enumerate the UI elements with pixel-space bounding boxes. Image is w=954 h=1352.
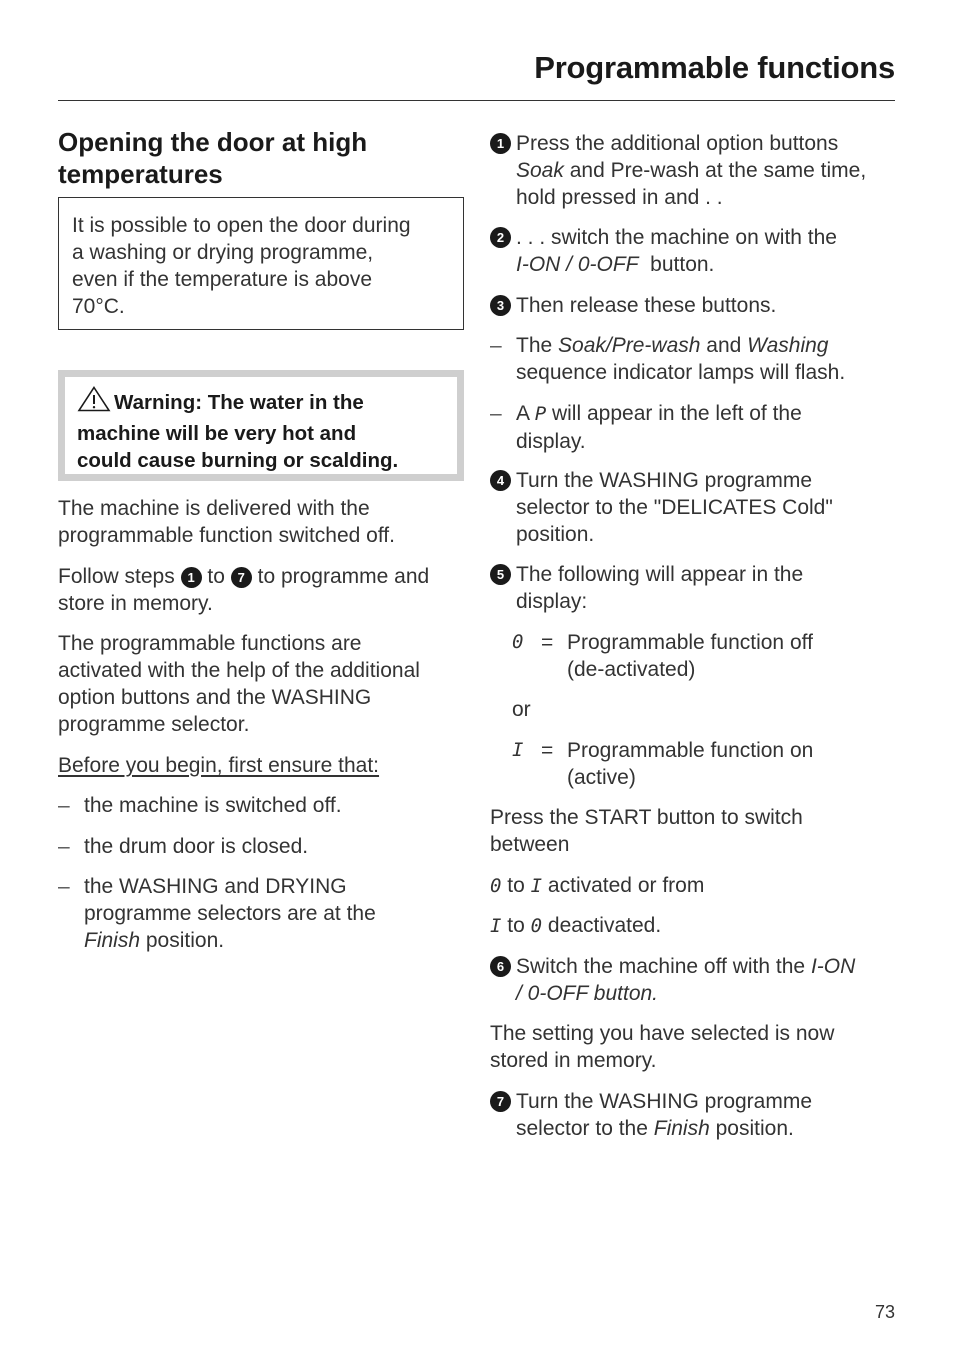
step-5-badge: 5 xyxy=(490,564,511,585)
display-symbol: 0 xyxy=(512,631,524,653)
display-symbol: I xyxy=(490,915,502,937)
text-span: selector to the xyxy=(516,1117,654,1140)
text-span: activated or from xyxy=(542,874,705,897)
text-line: Turn the WASHING programme xyxy=(516,469,813,492)
italic-term: Washing xyxy=(747,334,829,357)
text-line: Programmable function off xyxy=(567,631,813,654)
step-1-badge: 1 xyxy=(181,567,202,588)
page-number: 73 xyxy=(874,1302,895,1322)
warning-line: Warning: The water in the xyxy=(114,391,364,414)
checklist-item xyxy=(58,792,464,819)
text-line: programme selector. xyxy=(58,713,250,736)
section-heading xyxy=(58,126,464,190)
paragraph-activation xyxy=(58,630,420,738)
text-span: Follow steps xyxy=(58,565,175,588)
step-4-badge: 4 xyxy=(490,470,511,491)
display-symbol: 0 xyxy=(490,875,502,897)
paragraph-follow-steps xyxy=(58,563,429,617)
text-line: activated with the help of the additional xyxy=(58,659,420,682)
text-line: Turn the WASHING programme xyxy=(516,1090,813,1113)
text-line: between xyxy=(490,833,570,856)
display-symbol: I xyxy=(512,739,524,761)
warning-triangle-icon xyxy=(77,386,111,420)
info-box xyxy=(58,197,464,330)
text-line: The machine is delivered with the xyxy=(58,497,370,520)
display-off-row xyxy=(512,629,892,683)
text-line: display. xyxy=(516,430,586,453)
step-3 xyxy=(490,292,896,319)
dash-bullet: – xyxy=(58,875,70,898)
warning-text xyxy=(65,377,457,474)
italic-term: I-ON / 0-OFF xyxy=(516,253,639,276)
step-7 xyxy=(490,1088,896,1142)
dash-bullet: – xyxy=(58,835,70,858)
or-text: or xyxy=(512,698,531,721)
paragraph-delivered xyxy=(58,495,395,549)
text-line: display: xyxy=(516,590,588,613)
step-7-badge: 7 xyxy=(231,567,252,588)
text-line: Then release these buttons. xyxy=(516,294,777,317)
text-line: Press the START button to switch xyxy=(490,806,803,829)
paragraph-stored xyxy=(490,1020,834,1074)
info-line: 70°C. xyxy=(72,295,125,318)
page-title: Programmable functions xyxy=(534,50,895,85)
text-span: The xyxy=(516,334,559,357)
info-line: It is possible to open the door during xyxy=(72,214,411,237)
text-span: deactivated. xyxy=(542,914,662,937)
title-rule xyxy=(58,100,895,101)
text-span: to xyxy=(207,565,225,588)
text-span: to xyxy=(501,914,531,937)
checklist-item xyxy=(58,833,464,860)
text-span: button. xyxy=(638,253,715,276)
dash-item-lamps xyxy=(490,332,896,386)
text-span: and Pre-wash at the same time, xyxy=(563,159,867,182)
text-span: to programme and xyxy=(257,565,430,588)
text-line: the WASHING and DRYING xyxy=(84,875,347,898)
equals-sign: = xyxy=(541,631,554,654)
display-symbol: 0 xyxy=(530,915,543,937)
italic-term: I-ON xyxy=(810,955,856,978)
heading-line: Opening the door at high xyxy=(58,127,368,157)
dash-item-display xyxy=(490,400,896,455)
text-line: option buttons and the WASHING xyxy=(58,686,372,709)
text-line: hold pressed in and . . xyxy=(516,186,723,209)
step-7-badge: 7 xyxy=(490,1091,511,1112)
equals-sign: = xyxy=(541,739,554,762)
dash-bullet: – xyxy=(490,334,502,357)
warning-line: machine will be very hot and xyxy=(77,421,357,445)
text-span: position. xyxy=(140,929,225,952)
italic-term: Finish xyxy=(653,1117,710,1140)
text-line: The setting you have selected is now xyxy=(490,1022,835,1045)
warning-line: could cause burning or scalding. xyxy=(77,449,399,472)
info-line: even if the temperature is above xyxy=(72,268,373,291)
step-1 xyxy=(490,130,896,211)
text-span: position. xyxy=(709,1117,794,1140)
step-2-badge: 2 xyxy=(490,227,511,248)
text-span: A xyxy=(516,402,535,425)
text-line: programmable function switched off. xyxy=(58,524,395,547)
text-line: . . . switch the machine on with the xyxy=(516,226,837,249)
step-3-badge: 3 xyxy=(490,295,511,316)
step-6 xyxy=(490,953,896,1007)
text-line: Press the additional option buttons xyxy=(516,132,839,155)
warning-box xyxy=(58,370,464,481)
display-on-row xyxy=(512,737,892,791)
step-6-badge: 6 xyxy=(490,956,511,977)
text-line: (active) xyxy=(567,766,636,789)
text-line: / 0-OFF button. xyxy=(516,982,659,1005)
text-line: position. xyxy=(516,523,595,546)
text-line: store in memory. xyxy=(58,592,213,615)
text-line: selector to the "DELICATES Cold" xyxy=(516,496,833,519)
text-line: the drum door is closed. xyxy=(84,835,309,858)
text-line: programme selectors are at the xyxy=(84,902,376,925)
display-symbol: P xyxy=(534,403,547,425)
text-span: Switch the machine off with the xyxy=(516,955,811,978)
dash-bullet: – xyxy=(58,794,70,817)
heading-line: temperatures xyxy=(58,159,223,189)
text-line: (de-activated) xyxy=(567,658,696,681)
text-span: will appear in the left of the xyxy=(546,402,802,425)
step-2 xyxy=(490,224,896,278)
dash-bullet: – xyxy=(490,402,502,425)
text-span: to xyxy=(501,874,531,897)
step-4 xyxy=(490,467,896,548)
info-line: a washing or drying programme, xyxy=(72,241,374,264)
display-symbol: I xyxy=(530,875,543,897)
text-span: and xyxy=(700,334,748,357)
italic-term: Soak/Pre-wash xyxy=(558,334,701,357)
text-line: Programmable function on xyxy=(567,739,814,762)
text-line: the machine is switched off. xyxy=(84,794,342,817)
italic-term: Finish xyxy=(84,929,141,952)
before-you-begin: Before you begin, first ensure that: xyxy=(58,754,380,777)
text-line: sequence indicator lamps will flash. xyxy=(516,361,846,384)
text-line: The programmable functions are xyxy=(58,632,362,655)
paragraph-start-button xyxy=(490,804,803,858)
text-line: stored in memory. xyxy=(490,1049,657,1072)
text-line: The following will appear in the xyxy=(516,563,804,586)
italic-term: Soak xyxy=(516,159,564,182)
step-5 xyxy=(490,561,896,615)
switch-deactivated-line xyxy=(490,912,661,940)
switch-activated-line xyxy=(490,872,704,900)
checklist-item xyxy=(58,873,464,954)
step-1-badge: 1 xyxy=(490,133,511,154)
